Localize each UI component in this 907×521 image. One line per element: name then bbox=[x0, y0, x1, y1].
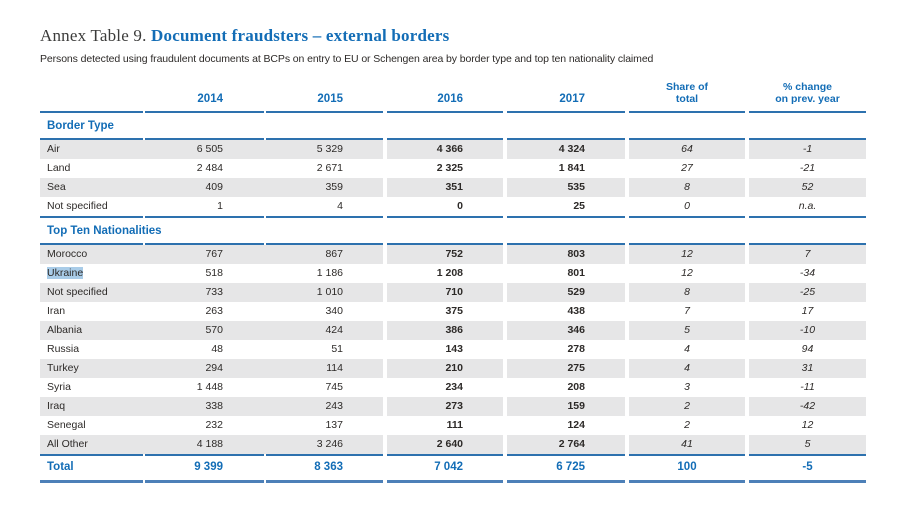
cell-share-of-total: 12 bbox=[681, 267, 693, 280]
row-label: Iran bbox=[47, 305, 66, 318]
cell-pct-change: -34 bbox=[799, 267, 816, 280]
table-row bbox=[40, 359, 866, 378]
cell-2016: 375 bbox=[445, 305, 463, 318]
cell-2016: 234 bbox=[445, 381, 463, 394]
row-label: Not specified bbox=[47, 200, 108, 213]
cell-pct-change: n.a. bbox=[798, 200, 817, 213]
cell-2015: 1 010 bbox=[263, 283, 383, 302]
row-label: Air bbox=[40, 140, 143, 159]
cell-2017: 208 bbox=[567, 381, 585, 394]
cell-2016: 143 bbox=[445, 343, 463, 356]
cell-2017: 535 bbox=[507, 178, 625, 197]
selected-text-highlight: Ukraine bbox=[47, 267, 84, 280]
cell-2015: 745 bbox=[325, 381, 343, 394]
table-row bbox=[40, 378, 866, 397]
header-pct-change: % change on prev. year bbox=[775, 81, 840, 106]
total-2016: 7 042 bbox=[434, 461, 463, 474]
cell-2015: 137 bbox=[325, 419, 343, 432]
row-label: Russia bbox=[47, 343, 80, 356]
cell-2014: 2 484 bbox=[196, 162, 223, 175]
cell-pct-change: 52 bbox=[749, 178, 866, 197]
cell-share-of-total: 8 bbox=[629, 283, 745, 302]
header-year-2017: 2017 bbox=[559, 92, 585, 105]
table-row bbox=[40, 197, 866, 216]
cell-2015: 340 bbox=[325, 305, 343, 318]
table-row bbox=[40, 340, 866, 359]
table-row bbox=[40, 140, 866, 159]
page-title bbox=[40, 26, 907, 46]
section-title: Top Ten Nationalities bbox=[47, 225, 162, 238]
cell-2014: 767 bbox=[143, 245, 263, 264]
table-row bbox=[40, 264, 866, 283]
table-subtitle: Persons detected using fraudulent documents at BCPs on entry to EU or Schengen area by border type and top ten nationality claimed bbox=[40, 53, 654, 65]
cell-2017: 801 bbox=[567, 267, 585, 280]
annex-table bbox=[40, 81, 866, 483]
row-label: Land bbox=[47, 162, 71, 175]
cell-2015: 1 186 bbox=[316, 267, 343, 280]
cell-share-of-total: 2 bbox=[629, 397, 745, 416]
cell-2017: 278 bbox=[567, 343, 585, 356]
table-row bbox=[40, 435, 866, 454]
cell-2014: 1 448 bbox=[196, 381, 223, 394]
row-label: Not specified bbox=[40, 283, 143, 302]
cell-share-of-total: 7 bbox=[684, 305, 690, 318]
table-row bbox=[40, 321, 866, 340]
cell-2017: 438 bbox=[567, 305, 585, 318]
cell-2016: 2 325 bbox=[436, 162, 463, 175]
row-label: Iraq bbox=[40, 397, 143, 416]
cell-2015: 2 671 bbox=[316, 162, 343, 175]
table-row bbox=[40, 397, 866, 416]
cell-share-of-total: 5 bbox=[629, 321, 745, 340]
cell-2017: 529 bbox=[507, 283, 625, 302]
cell-share-of-total: 41 bbox=[629, 435, 745, 454]
cell-pct-change: 31 bbox=[749, 359, 866, 378]
cell-2015: 867 bbox=[263, 245, 383, 264]
cell-2017: 346 bbox=[507, 321, 625, 340]
row-label: Morocco bbox=[40, 245, 143, 264]
page-title-main: Document fraudsters – external borders bbox=[151, 26, 450, 45]
cell-2016: 0 bbox=[457, 200, 463, 213]
page-title-prefix: Annex Table 9. bbox=[40, 26, 147, 45]
row-label: Senegal bbox=[47, 419, 86, 432]
cell-2014: 6 505 bbox=[143, 140, 263, 159]
total-row bbox=[40, 457, 866, 478]
row-label bbox=[40, 264, 143, 283]
cell-pct-change: 7 bbox=[749, 245, 866, 264]
header-year-2015: 2015 bbox=[317, 92, 343, 105]
cell-2014: 232 bbox=[205, 419, 223, 432]
cell-2016: 210 bbox=[387, 359, 503, 378]
cell-2016: 111 bbox=[446, 419, 463, 432]
table-rule bbox=[40, 111, 866, 113]
cell-2015: 3 246 bbox=[263, 435, 383, 454]
table-row bbox=[40, 283, 866, 302]
cell-2017: 2 764 bbox=[507, 435, 625, 454]
row-label: Sea bbox=[40, 178, 143, 197]
table-sections bbox=[40, 113, 866, 456]
table-rule bbox=[40, 454, 866, 456]
cell-2015: 4 bbox=[337, 200, 343, 213]
cell-2017: 4 324 bbox=[507, 140, 625, 159]
cell-2017: 25 bbox=[573, 200, 585, 213]
row-label: Albania bbox=[40, 321, 143, 340]
table-rule bbox=[40, 480, 866, 483]
table-row bbox=[40, 159, 866, 178]
table-section bbox=[40, 218, 866, 456]
cell-pct-change: -42 bbox=[749, 397, 866, 416]
cell-share-of-total: 2 bbox=[684, 419, 690, 432]
cell-2014: 263 bbox=[205, 305, 223, 318]
cell-pct-change: 12 bbox=[801, 419, 814, 432]
total-2017: 6 725 bbox=[556, 461, 585, 474]
cell-pct-change: 5 bbox=[749, 435, 866, 454]
cell-2017: 275 bbox=[507, 359, 625, 378]
cell-share-of-total: 4 bbox=[629, 359, 745, 378]
table-section bbox=[40, 113, 866, 218]
cell-2014: 294 bbox=[143, 359, 263, 378]
cell-2014: 338 bbox=[143, 397, 263, 416]
section-rows bbox=[40, 140, 866, 216]
cell-share-of-total: 64 bbox=[629, 140, 745, 159]
cell-2016: 273 bbox=[387, 397, 503, 416]
cell-2016: 1 208 bbox=[436, 267, 463, 280]
cell-2015: 51 bbox=[331, 343, 343, 356]
cell-2015: 243 bbox=[263, 397, 383, 416]
cell-share-of-total: 8 bbox=[629, 178, 745, 197]
table-row bbox=[40, 416, 866, 435]
section-rows bbox=[40, 245, 866, 454]
cell-2016: 2 640 bbox=[387, 435, 503, 454]
cell-2017: 124 bbox=[567, 419, 585, 432]
cell-2014: 1 bbox=[217, 200, 223, 213]
cell-2016: 4 366 bbox=[387, 140, 503, 159]
cell-2017: 1 841 bbox=[558, 162, 585, 175]
table-header-row bbox=[40, 81, 866, 106]
cell-2016: 386 bbox=[387, 321, 503, 340]
table-row bbox=[40, 302, 866, 321]
header-share-of-total: Share of total bbox=[665, 81, 708, 106]
cell-2015: 359 bbox=[263, 178, 383, 197]
total-2015: 8 363 bbox=[314, 461, 343, 474]
total-2014: 9 399 bbox=[194, 461, 223, 474]
cell-2017: 159 bbox=[507, 397, 625, 416]
total-label: Total bbox=[47, 461, 74, 474]
cell-pct-change: 17 bbox=[801, 305, 814, 318]
cell-2015: 424 bbox=[263, 321, 383, 340]
cell-pct-change: -1 bbox=[749, 140, 866, 159]
cell-2014: 48 bbox=[211, 343, 223, 356]
cell-2014: 733 bbox=[143, 283, 263, 302]
cell-pct-change: -10 bbox=[749, 321, 866, 340]
header-empty-cell bbox=[40, 93, 143, 106]
section-title: Border Type bbox=[47, 120, 114, 133]
cell-pct-change: -11 bbox=[800, 381, 815, 394]
cell-share-of-total: 0 bbox=[684, 200, 690, 213]
cell-pct-change: -25 bbox=[749, 283, 866, 302]
total-share: 100 bbox=[677, 461, 697, 474]
cell-share-of-total: 27 bbox=[681, 162, 693, 175]
cell-2014: 570 bbox=[143, 321, 263, 340]
row-label: Syria bbox=[47, 381, 71, 394]
cell-2014: 409 bbox=[143, 178, 263, 197]
table-row bbox=[40, 245, 866, 264]
cell-pct-change: -21 bbox=[799, 162, 816, 175]
table-rule bbox=[40, 216, 866, 218]
cell-share-of-total: 12 bbox=[629, 245, 745, 264]
table-row bbox=[40, 178, 866, 197]
total-change: -5 bbox=[802, 461, 813, 474]
cell-2017: 803 bbox=[507, 245, 625, 264]
cell-pct-change: 94 bbox=[801, 343, 814, 356]
cell-2016: 351 bbox=[387, 178, 503, 197]
cell-2014: 4 188 bbox=[143, 435, 263, 454]
header-year-2016: 2016 bbox=[437, 92, 463, 105]
cell-2015: 114 bbox=[263, 359, 383, 378]
cell-2015: 5 329 bbox=[263, 140, 383, 159]
cell-2016: 752 bbox=[387, 245, 503, 264]
cell-share-of-total: 4 bbox=[684, 343, 690, 356]
header-left-block bbox=[40, 93, 383, 106]
row-label: All Other bbox=[40, 435, 143, 454]
cell-2014: 518 bbox=[205, 267, 223, 280]
cell-2016: 710 bbox=[387, 283, 503, 302]
header-year-2014: 2014 bbox=[197, 92, 223, 105]
row-label: Turkey bbox=[40, 359, 143, 378]
cell-share-of-total: 3 bbox=[684, 381, 690, 394]
